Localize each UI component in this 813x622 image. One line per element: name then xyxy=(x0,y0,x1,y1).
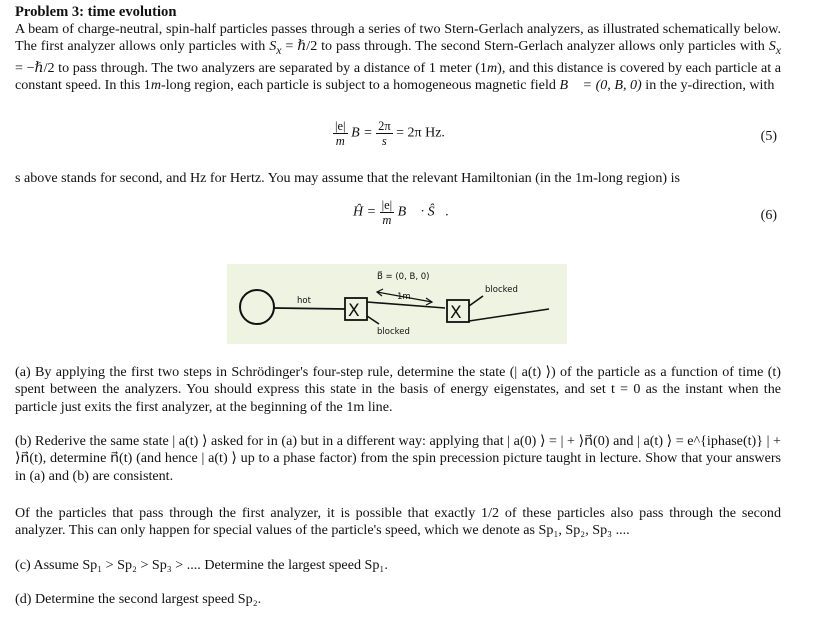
eq5-frac-1: $\frac{|e|}{m}$ xyxy=(335,119,346,148)
eq5-frac-2: $\frac{2\pi}{s}$ xyxy=(378,119,391,148)
b-vector: B⃗ = (0, B, 0) xyxy=(559,77,642,94)
problem-title: Problem 3: time evolution xyxy=(15,4,177,20)
intro-text-6: in the y-direction, with xyxy=(641,77,775,94)
problem-page xyxy=(15,4,781,94)
part-a-text: (a) By applying the first two steps in Schrödinger's four-step rule, determine the state (| a(t) ⟩) of the particle as a function of time (t) spent between the analyzers. You should express this state in the basis of energy eigenstates, and set t = 0 as the instant when the particle just exits the first analyzer, at the beginning of the 1m line. xyxy=(15,364,781,415)
sx-symbol: S xyxy=(269,38,277,55)
sx-plus-value: = ℏ/2 xyxy=(281,38,318,55)
part-c-intro-text: Of the particles that pass through the first analyzer, it is possible that exactly 1/2 of these particles also pass through the second analyzer. This can only happen for special values of the particle's speed, which we denote as Sp₁, Sp₂, Sp₃ .... xyxy=(15,505,781,539)
b-field-label: B⃗ = (0, B, 0) xyxy=(377,272,430,282)
s-note-text: s above stands for second, and Hz for Hertz. You may assume that the relevant Hamiltonian (in the 1m-long region) is xyxy=(15,170,680,186)
equation-5 xyxy=(15,119,781,155)
hot-label: hot xyxy=(297,296,311,306)
intro-paragraph xyxy=(15,21,781,94)
part-b xyxy=(15,433,781,485)
m-unit: m xyxy=(486,59,498,76)
blocked-label-1: blocked xyxy=(377,327,410,337)
eq6-lhs: Ĥ = xyxy=(353,204,377,220)
part-d-text: (d) Determine the second largest speed Sp₂. xyxy=(15,591,262,607)
sx-symbol-2: S xyxy=(768,38,776,55)
intro-text-5: -long region, each particle is subject to a homogeneous magnetic field xyxy=(161,77,560,94)
part-b-text: (b) Rederive the same state | a(t) ⟩ asked for in (a) but in a different way: applying that | a(0) ⟩ = | + ⟩n⃗(0) and | a(t) ⟩ = e^{iphase(t)} | + ⟩n⃗(t), determine n⃗(t) (and hence | a(t) ⟩ up to a phase factor) from the spin precession picture taught in lecture. Show that your answers in (a) and (b) are consistent. xyxy=(15,433,781,484)
eq6-rhs: B⃗ · Ŝ⃗. xyxy=(397,204,449,220)
oven-icon xyxy=(240,290,274,324)
intro-text-3: to pass through. The two analyzers are separated by a distance of 1 meter (1 xyxy=(54,59,487,76)
eq6-frac: $\frac{|e|}{m}$ xyxy=(381,198,393,227)
analyzer-1-x: X xyxy=(348,301,360,321)
analyzer-2-x: X xyxy=(450,303,462,323)
sx-sub: x xyxy=(276,44,282,58)
distance-label: 1m xyxy=(397,292,411,302)
intro-text-2: to pass through. The second Stern-Gerlach analyzer allows only particles with xyxy=(317,38,769,55)
eq6-label: (6) xyxy=(760,208,777,223)
part-a xyxy=(15,364,781,416)
intro-text-1: A beam of charge-neutral, spin-half particles passes through a series of two Stern-Gerlach analyzers, as illustrated schematically below. The first analyzer allows only particles with xyxy=(15,21,781,55)
eq5-label: (5) xyxy=(760,129,777,144)
intro-text-4: ), and this distance is covered by each particle at a constant speed. In this 1 xyxy=(15,59,781,94)
stern-gerlach-diagram xyxy=(227,264,567,344)
m-unit-2: m xyxy=(150,77,162,94)
eq5-b: B = xyxy=(351,125,373,141)
sx-minus-value: = −ℏ/2 xyxy=(15,59,55,76)
part-d xyxy=(15,591,781,608)
sx-sub-2: x xyxy=(775,44,781,58)
part-c-text: (c) Assume Sp₁ > Sp₂ > Sp₃ > .... Determine the largest speed Sp₁. xyxy=(15,557,388,573)
blocked-label-2: blocked xyxy=(485,285,518,295)
part-c xyxy=(15,557,781,574)
eq5-rhs: = 2π Hz. xyxy=(396,125,445,141)
part-c-intro xyxy=(15,505,781,540)
s-note xyxy=(15,170,781,187)
equation-6 xyxy=(15,198,781,234)
